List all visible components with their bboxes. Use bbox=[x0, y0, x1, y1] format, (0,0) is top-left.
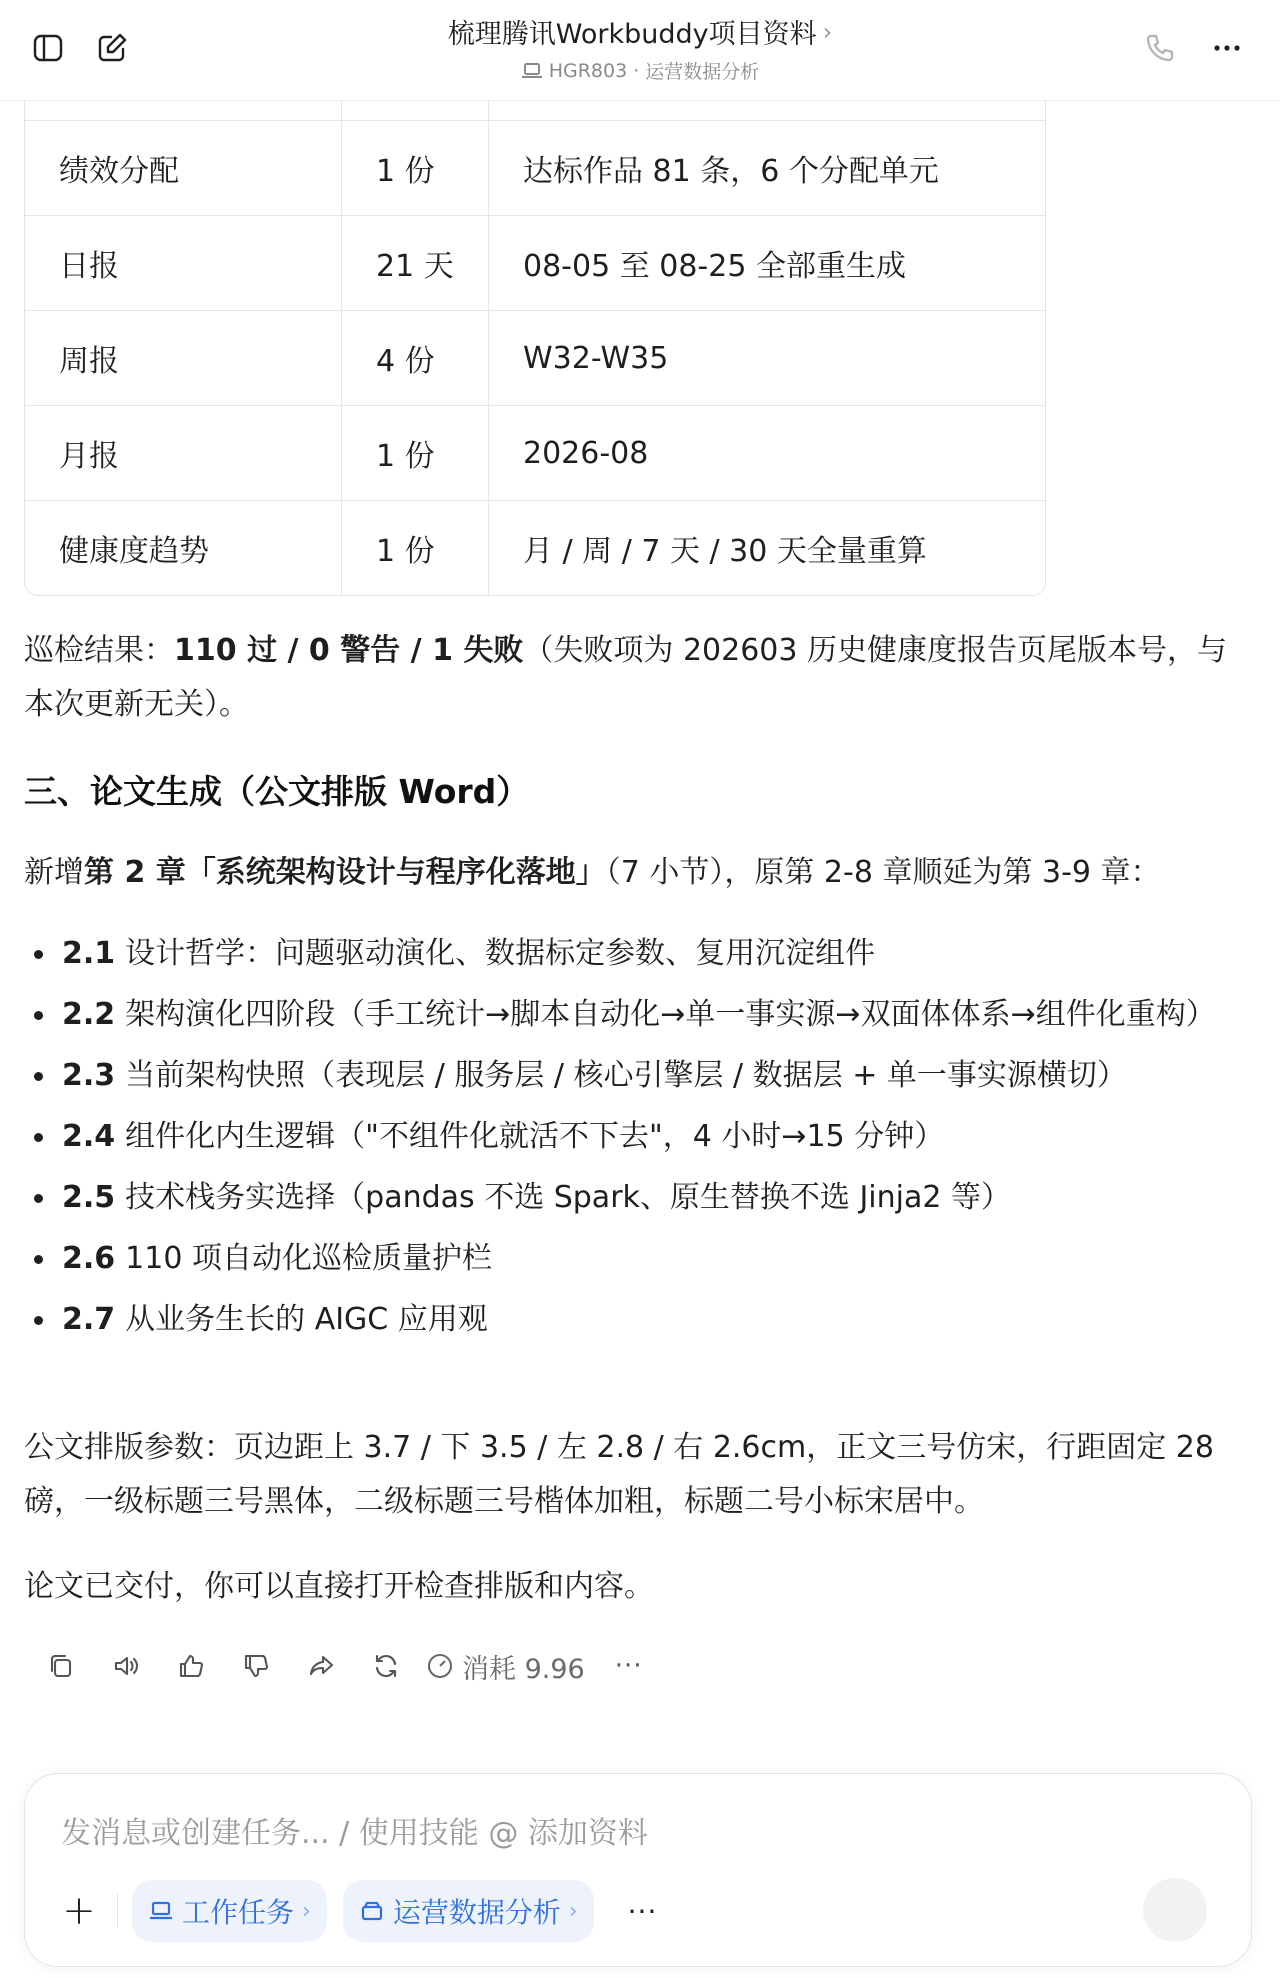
table-row bbox=[25, 215, 1045, 310]
chapter-intro bbox=[24, 846, 1256, 900]
add-attachment-button[interactable]: + bbox=[62, 1888, 96, 1934]
send-button[interactable] bbox=[1143, 1878, 1207, 1942]
chapter-section-list bbox=[24, 931, 1244, 1358]
delivered-note: 论文已交付，你可以直接打开检查排版和内容。 bbox=[24, 1569, 654, 1604]
section-number: 2.3 bbox=[62, 1058, 116, 1093]
thumbs-up-icon[interactable] bbox=[158, 1644, 223, 1688]
regenerate-icon[interactable] bbox=[353, 1644, 418, 1688]
table-cell-note: W32-W35 bbox=[523, 340, 669, 376]
workspace-chip-label: 运营数据分析 bbox=[392, 1896, 561, 1929]
table-cell-note: 2026-08 bbox=[523, 435, 649, 471]
intro-prefix: 新增 bbox=[24, 855, 84, 890]
section-text: 架构演化四阶段（手工统计→脚本自动化→单一事实源→双面体体系→组件化重构） bbox=[125, 997, 1216, 1032]
list-item bbox=[24, 1297, 1244, 1343]
list-item bbox=[24, 992, 1244, 1038]
table-cell-item: 周报 bbox=[25, 311, 342, 405]
phone-icon[interactable] bbox=[1138, 26, 1182, 70]
copy-icon[interactable] bbox=[28, 1644, 93, 1688]
workspace-chip[interactable] bbox=[343, 1880, 594, 1942]
table-cell bbox=[342, 100, 489, 120]
list-item bbox=[24, 1175, 1244, 1221]
table-row bbox=[25, 500, 1045, 595]
table-cell-count: 1 份 bbox=[342, 406, 489, 500]
table-cell-count: 4 份 bbox=[342, 311, 489, 405]
title-chevron-icon[interactable]: › bbox=[822, 17, 833, 46]
box-icon bbox=[359, 1900, 385, 1922]
section-text: 110 项自动化巡检质量护栏 bbox=[125, 1241, 492, 1276]
token-cost bbox=[426, 1647, 585, 1686]
table-cell-count: 1 份 bbox=[342, 121, 489, 215]
section-text: 从业务生长的 AIGC 应用观 bbox=[125, 1302, 488, 1337]
list-item bbox=[24, 1114, 1244, 1160]
table-cell-item: 健康度趋势 bbox=[25, 501, 342, 595]
table-cell bbox=[489, 100, 1045, 120]
table-row bbox=[25, 120, 1045, 215]
section-number: 2.6 bbox=[62, 1241, 116, 1276]
composer-more-icon[interactable]: ··· bbox=[627, 1894, 658, 1928]
table-cell-note: 达标作品 81 条，6 个分配单元 bbox=[523, 154, 939, 189]
thumbs-down-icon[interactable] bbox=[223, 1644, 288, 1688]
table-cell-note: 月 / 周 / 7 天 / 30 天全量重算 bbox=[523, 534, 927, 569]
inspection-summary: 110 过 / 0 警告 / 1 失败 bbox=[174, 633, 524, 668]
work-task-chip[interactable] bbox=[132, 1880, 327, 1942]
list-item bbox=[24, 1053, 1244, 1099]
work-task-label: 工作任务 bbox=[182, 1896, 295, 1929]
section-heading: 三、论文生成（公文排版 Word） bbox=[24, 772, 530, 811]
chevron-right-icon: › bbox=[568, 1898, 578, 1924]
section-text: 技术栈务实选择（pandas 不选 Spark、原生替换不选 Jinja2 等） bbox=[125, 1180, 1011, 1215]
subtitle-separator: · bbox=[633, 59, 640, 82]
chat-title-area[interactable] bbox=[0, 12, 1280, 84]
message-actions bbox=[28, 1644, 643, 1688]
chevron-right-icon: › bbox=[302, 1898, 311, 1924]
section-number: 2.5 bbox=[62, 1180, 116, 1215]
table-row bbox=[25, 405, 1045, 500]
table-cell bbox=[25, 100, 342, 120]
table-row bbox=[25, 100, 1045, 120]
laptop-icon bbox=[521, 62, 543, 80]
table-cell-count: 1 份 bbox=[342, 501, 489, 595]
output-table bbox=[24, 100, 1046, 596]
section-number: 2.7 bbox=[62, 1302, 116, 1337]
section-text: 组件化内生逻辑（"不组件化就活不下去"，4 小时→15 分钟） bbox=[125, 1119, 945, 1154]
message-input[interactable]: 发消息或创建任务... / 使用技能 @ 添加资料 bbox=[61, 1816, 648, 1851]
message-composer[interactable] bbox=[24, 1773, 1252, 1967]
intro-rest: （7 小节），原第 2-8 章顺延为第 3-9 章： bbox=[605, 855, 1161, 890]
section-number: 2.1 bbox=[62, 936, 116, 971]
section-text: 当前架构快照（表现层 / 服务层 / 核心引擎层 / 数据层 + 单一事实源横切） bbox=[125, 1058, 1127, 1093]
divider bbox=[117, 1894, 118, 1928]
table-cell-note: 08-05 至 08-25 全部重生成 bbox=[523, 249, 906, 284]
token-cost-label: 消耗 9.96 bbox=[462, 1653, 585, 1685]
table-cell-count: 21 天 bbox=[342, 216, 489, 310]
list-item bbox=[24, 931, 1244, 977]
share-icon[interactable] bbox=[288, 1644, 353, 1688]
inspection-result bbox=[24, 624, 1256, 732]
section-number: 2.4 bbox=[62, 1119, 116, 1154]
speaker-icon[interactable] bbox=[93, 1644, 158, 1688]
top-bar bbox=[0, 0, 1280, 101]
inspection-note: （失败项为 202603 历史健康度报告页尾版本号，与本次更新无关）。 bbox=[24, 633, 1227, 722]
intro-chapter-title: 第 2 章「系统架构设计与程序化落地」 bbox=[84, 855, 606, 890]
composer-toolbar bbox=[51, 1880, 657, 1942]
section-text: 设计哲学：问题驱动演化、数据标定参数、复用沉淀组件 bbox=[125, 936, 876, 971]
laptop-icon bbox=[148, 1900, 174, 1922]
table-row bbox=[25, 310, 1045, 405]
format-params: 公文排版参数：页边距上 3.7 / 下 3.5 / 左 2.8 / 右 2.6cm，正文三号仿宋，行距固定 28 磅，一级标题三号黑体，二级标题三号楷体加粗，标题二号小标宋居中。 bbox=[24, 1430, 1214, 1519]
list-item bbox=[24, 1236, 1244, 1282]
more-options-icon[interactable] bbox=[1205, 26, 1249, 70]
workspace-label: 运营数据分析 bbox=[645, 61, 760, 83]
table-cell-item: 绩效分配 bbox=[25, 121, 342, 215]
table-cell-item: 日报 bbox=[25, 216, 342, 310]
section-number: 2.2 bbox=[62, 997, 116, 1032]
gauge-icon bbox=[426, 1652, 454, 1680]
inspection-prefix: 巡检结果： bbox=[24, 633, 174, 668]
more-actions-icon[interactable]: ··· bbox=[614, 1651, 643, 1681]
device-label: HGR803 bbox=[548, 59, 628, 82]
table-cell-item: 月报 bbox=[25, 406, 342, 500]
chat-title[interactable]: 梳理腾讯Workbuddy项目资料 bbox=[447, 19, 817, 50]
